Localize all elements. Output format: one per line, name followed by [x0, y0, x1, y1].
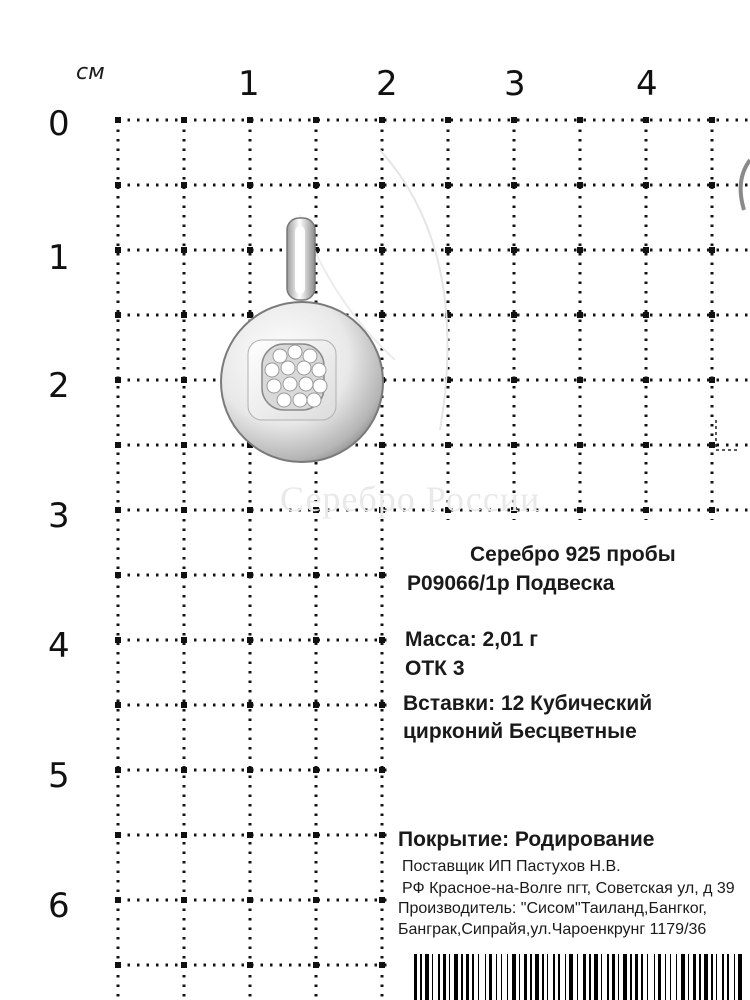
- barcode-bar: [425, 954, 429, 1000]
- barcode-bar: [594, 954, 598, 1000]
- barcode-bar: [461, 954, 463, 1000]
- barcode-bar: [512, 954, 516, 1000]
- ruler-unit-label: см: [76, 60, 105, 85]
- label-title: Серебро 925 пробы: [470, 543, 676, 566]
- y-label-5: 5: [48, 756, 70, 796]
- barcode-bar: [542, 954, 544, 1000]
- barcode-bar: [501, 954, 502, 1000]
- barcode-bar: [565, 954, 566, 1000]
- barcode-bar: [607, 954, 609, 1000]
- barcode-bar: [466, 954, 469, 1000]
- barcode-bar: [630, 954, 632, 1000]
- barcode-bar: [641, 954, 643, 1000]
- watermark-text: Серебро России: [280, 479, 541, 519]
- y-label-3: 3: [48, 496, 70, 536]
- barcode-bar: [589, 954, 591, 1000]
- barcode-bar: [485, 954, 486, 1000]
- barcode-bar: [414, 954, 417, 1000]
- label-inserts-line2: цирконий Бесцветные: [403, 720, 637, 743]
- barcode-bar: [711, 954, 713, 1000]
- label-manufacturer-address: Банграк,Сипрайя,ул.Чароенкрунг 1179/36: [398, 921, 707, 938]
- y-label-0: 0: [48, 104, 70, 144]
- barcode-bar: [547, 954, 548, 1000]
- y-label-1: 1: [48, 238, 70, 278]
- barcode-bar: [449, 954, 450, 1000]
- barcode-bar: [734, 954, 735, 1000]
- x-label-3: 3: [504, 64, 526, 104]
- barcode-bar: [443, 954, 446, 1000]
- barcode-bar: [569, 954, 573, 1000]
- y-label-6: 6: [48, 886, 70, 926]
- label-coating: Покрытие: Родирование: [398, 828, 655, 851]
- barcode-bar: [658, 954, 661, 1000]
- barcode-bar: [623, 954, 627, 1000]
- label-manufacturer: Производитель: "Сисом"Таиланд,Бангког,: [398, 900, 707, 917]
- barcode-bar: [676, 954, 677, 1000]
- barcode-bar: [553, 954, 555, 1000]
- label-address: РФ Красное-на-Волге пгт, Советская ул, д 39: [402, 880, 735, 897]
- barcode-bar: [432, 954, 433, 1000]
- barcode-bar: [583, 954, 586, 1000]
- barcode-bar: [738, 954, 742, 1000]
- barcode-bar: [535, 954, 539, 1000]
- barcode-bar: [654, 954, 655, 1000]
- barcode-bar: [577, 954, 578, 1000]
- label-mass: Масса: 2,01 г: [405, 628, 539, 651]
- barcode-bar: [716, 954, 717, 1000]
- barcode-bar: [612, 954, 615, 1000]
- y-label-2: 2: [48, 366, 70, 406]
- barcode-bar: [438, 954, 440, 1000]
- barcode-bar: [670, 954, 671, 1000]
- barcode-bar: [635, 954, 638, 1000]
- barcode-bar: [478, 954, 479, 1000]
- label-otk: ОТК 3: [405, 657, 465, 680]
- barcode-bar: [681, 954, 685, 1000]
- barcode-bar: [519, 954, 520, 1000]
- barcode-bar: [665, 954, 666, 1000]
- barcode-bar: [420, 954, 422, 1000]
- barcode-bar: [647, 954, 648, 1000]
- barcode-bar: [454, 954, 458, 1000]
- barcode-bar: [727, 954, 729, 1000]
- barcode-bar: [601, 954, 602, 1000]
- barcode: [410, 950, 750, 1000]
- barcode-bar: [489, 954, 492, 1000]
- barcode-bar: [496, 954, 497, 1000]
- y-label-4: 4: [48, 626, 70, 666]
- x-label-2: 2: [376, 64, 398, 104]
- label-article: Р09066/1р Подвеска: [407, 572, 615, 595]
- barcode-bar: [699, 954, 701, 1000]
- barcode-bar: [618, 954, 619, 1000]
- barcode-bar: [507, 954, 508, 1000]
- barcode-bar: [558, 954, 560, 1000]
- barcode-bar: [704, 954, 708, 1000]
- barcode-bar: [722, 954, 724, 1000]
- label-inserts-line1: Вставки: 12 Кубический: [403, 692, 653, 715]
- barcode-bar: [530, 954, 532, 1000]
- x-label-1: 1: [238, 64, 260, 104]
- barcode-bar: [688, 954, 689, 1000]
- barcode-bar: [472, 954, 474, 1000]
- barcode-bar: [524, 954, 527, 1000]
- x-label-4: 4: [636, 64, 658, 104]
- barcode-bar: [693, 954, 696, 1000]
- label-supplier: Поставщик ИП Пастухов Н.В.: [402, 858, 621, 875]
